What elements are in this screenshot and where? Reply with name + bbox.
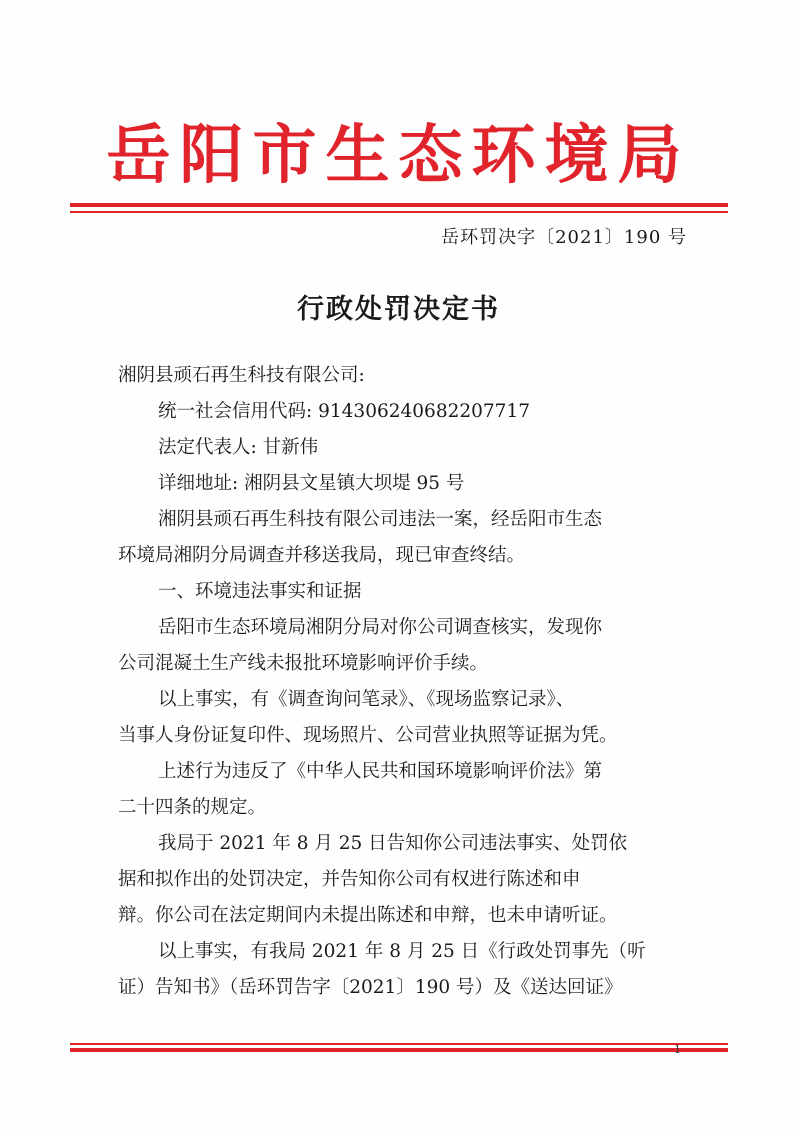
paragraph-line: 上述行为违反了《中华人民共和国环境影响评价法》第 [158, 761, 603, 782]
paragraph-line: 据和拟作出的处罚决定，并告知你公司有权进行陈述和申 [118, 869, 581, 890]
paragraph-line: 证）告知书》（岳环罚告字〔2021〕190 号）及《送达回证》 [118, 977, 623, 998]
paragraph-line: 以上事实，有我局 2021 年 8 月 25 日《行政处罚事先（听 [158, 941, 646, 962]
section-heading: 一、环境违法事实和证据 [158, 581, 362, 602]
legal-representative-line: 法定代表人: 甘新伟 [158, 437, 319, 458]
address-line: 详细地址: 湘阴县文星镇大坝堤 95 号 [158, 473, 465, 494]
recipient-line: 湘阴县顽石再生科技有限公司: [118, 365, 365, 386]
paragraph-line: 辩。你公司在法定期间内未提出陈述和申辩，也未申请听证。 [118, 905, 618, 926]
paragraph-line: 岳阳市生态环境局湘阴分局对你公司调查核实，发现你 [158, 617, 603, 638]
credit-code-line: 统一社会信用代码: 914306240682207717 [158, 401, 530, 422]
paragraph-line: 我局于 2021 年 8 月 25 日告知你公司违法事实、处罚依 [158, 833, 628, 854]
paragraph-line: 以上事实，有《调查询问笔录》、《现场监察记录》、 [158, 689, 575, 710]
paragraph-line: 二十四条的规定。 [118, 797, 267, 818]
footer-rule-thick [70, 1048, 728, 1052]
header-rule-thick [70, 203, 728, 207]
paragraph-line: 环境局湘阴分局调查并移送我局，现已审查终结。 [118, 545, 526, 566]
footer-rule-thin [70, 1043, 728, 1045]
document-number: 岳环罚决字〔2021〕190 号 [441, 227, 687, 248]
document-body [118, 358, 688, 1006]
letterhead-title: 岳阳市生态环境局 [106, 119, 691, 193]
paragraph-line: 当事人身份证复印件、现场照片、公司营业执照等证据为凭。 [118, 725, 618, 746]
paragraph-line: 湘阴县顽石再生科技有限公司违法一案，经岳阳市生态 [158, 509, 603, 530]
document-title: 行政处罚决定书 [297, 294, 500, 325]
page-number: 1 [674, 1043, 681, 1056]
paragraph-line: 公司混凝土生产线未报批环境影响评价手续。 [118, 653, 489, 674]
header-rule-thin [70, 211, 728, 213]
